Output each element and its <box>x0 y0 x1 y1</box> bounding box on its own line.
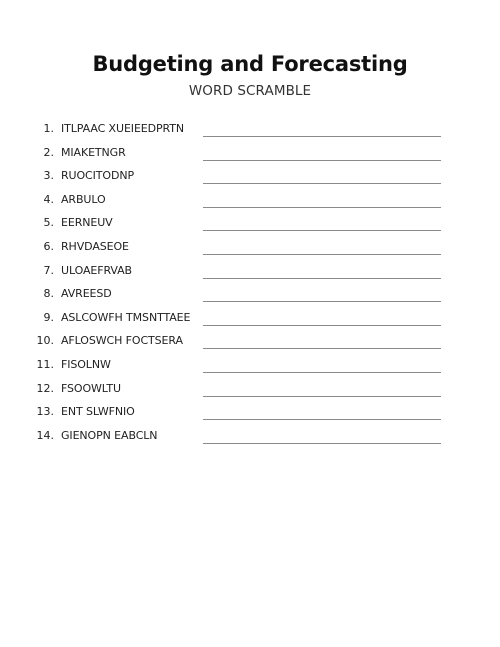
scramble-item <box>0 427 500 451</box>
scramble-list <box>0 120 500 450</box>
answer-line[interactable] <box>203 254 441 255</box>
answer-line[interactable] <box>203 443 441 444</box>
answer-line[interactable] <box>203 419 441 420</box>
item-number: 3. <box>43 169 54 183</box>
answer-line[interactable] <box>203 136 441 137</box>
answer-line[interactable] <box>203 372 441 373</box>
scrambled-word: ARBULO <box>61 192 106 206</box>
item-number: 10. <box>36 334 54 348</box>
scrambled-word: ASLCOWFH TMSNTTAEE <box>61 310 191 324</box>
worksheet-title: Budgeting and Forecasting <box>92 52 408 76</box>
scrambled-word: ENT SLWFNIO <box>61 405 135 419</box>
scrambled-word: FISOLNW <box>61 357 111 371</box>
scramble-item <box>0 238 500 262</box>
worksheet-subtitle: WORD SCRAMBLE <box>188 83 312 99</box>
answer-line[interactable] <box>203 348 441 349</box>
scramble-item <box>0 356 500 380</box>
scramble-item <box>0 144 500 168</box>
answer-line[interactable] <box>203 207 441 208</box>
scrambled-word: ITLPAAC XUEIEEDPRTN <box>61 122 185 135</box>
item-number: 5. <box>43 216 54 230</box>
scrambled-word: AVREESD <box>61 287 112 301</box>
item-number: 6. <box>43 239 54 253</box>
item-number: 7. <box>43 263 54 277</box>
scramble-item <box>0 309 500 333</box>
scrambled-word: EERNEUV <box>61 216 113 230</box>
scrambled-word: FSOOWLTU <box>61 381 121 395</box>
item-number: 1. <box>43 122 54 135</box>
answer-line[interactable] <box>203 230 441 231</box>
answer-line[interactable] <box>203 183 441 184</box>
answer-line[interactable] <box>203 301 441 302</box>
scramble-item <box>0 262 500 286</box>
answer-line[interactable] <box>203 160 441 161</box>
item-number: 9. <box>43 310 54 324</box>
item-number: 12. <box>36 381 54 395</box>
scramble-item <box>0 285 500 309</box>
scramble-item <box>0 332 500 356</box>
item-number: 2. <box>43 145 54 159</box>
scrambled-word: RHVDASEOE <box>61 239 129 253</box>
answer-line[interactable] <box>203 325 441 326</box>
answer-line[interactable] <box>203 278 441 279</box>
answer-line[interactable] <box>203 396 441 397</box>
scramble-item <box>0 380 500 404</box>
item-number: 8. <box>43 287 54 301</box>
scrambled-word: MIAKETNGR <box>61 145 126 159</box>
scramble-item <box>0 191 500 215</box>
item-number: 11. <box>36 357 54 371</box>
scrambled-word: RUOCITODNP <box>61 169 134 183</box>
scramble-item <box>0 403 500 427</box>
item-number: 4. <box>43 192 54 206</box>
scrambled-word: ULOAEFRVAB <box>61 263 132 277</box>
scrambled-word: GIENOPN EABCLN <box>61 428 158 442</box>
item-number: 14. <box>36 428 54 442</box>
item-number: 13. <box>36 405 54 419</box>
scrambled-word: AFLOSWCH FOCTSERA <box>61 334 183 348</box>
scramble-item <box>0 214 500 238</box>
scramble-item <box>0 120 500 144</box>
scramble-item <box>0 167 500 191</box>
